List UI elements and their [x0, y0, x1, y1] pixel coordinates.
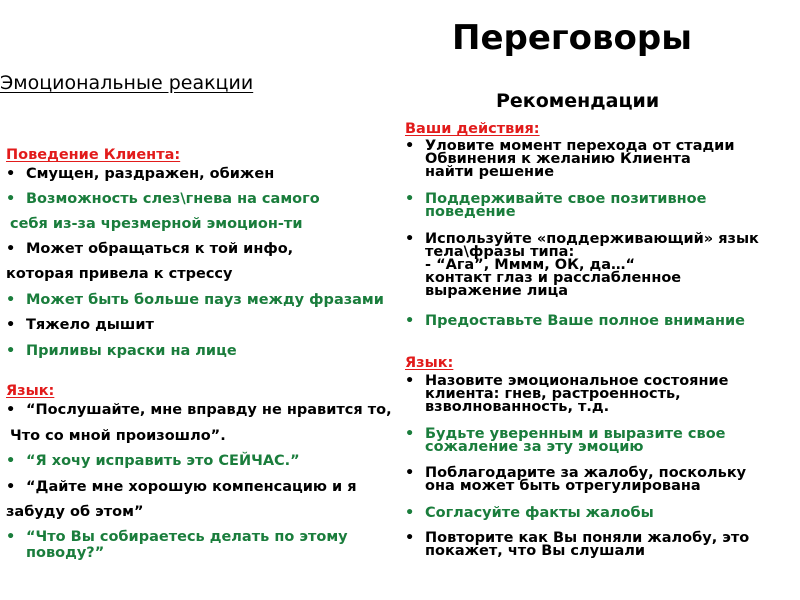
right-language-item-text: клиента: гнев, растроенность, [425, 386, 681, 402]
right-language-item [425, 545, 645, 558]
action-item-text: выражение лица [425, 283, 569, 299]
right-language-item-text: Повторите как Вы поняли жалобу, это [425, 530, 750, 546]
bullet-icon: • [6, 191, 16, 207]
behavior-item [6, 265, 232, 283]
right-language-item [425, 401, 609, 414]
behavior-item [6, 240, 293, 258]
bullet-icon: • [405, 426, 415, 442]
language-item-text: забуду об этом” [6, 504, 144, 520]
behavior-item [6, 316, 154, 334]
bullet-icon: • [405, 138, 415, 154]
language-item-text: “Что Вы собираетесь делать по этому [26, 529, 348, 545]
language-item [26, 544, 104, 562]
language-item [6, 452, 300, 470]
bullet-icon: • [405, 191, 415, 207]
action-item-text: Предоставьте Ваше полное внимание [425, 313, 746, 329]
left-heading: Эмоциональные реакции [0, 72, 254, 94]
right-language-item-text: покажет, что Вы слушали [425, 543, 646, 559]
bullet-icon: • [405, 231, 415, 247]
bullet-icon: • [405, 505, 415, 521]
right-language-item-text: взволнованность, т.д. [425, 399, 610, 415]
language-item-text: “Дайте мне хорошую компенсацию и я [26, 479, 357, 495]
right-language-item-text: сожаление за эту эмоцию [425, 439, 644, 455]
right-language-item-text: Поблагодарите за жалобу, поскольку [425, 465, 747, 481]
language-item-text: поводу?” [26, 545, 105, 561]
behavior-item-text: которая привела к стрессу [6, 266, 233, 282]
bullet-icon: • [6, 479, 16, 495]
bullet-icon: • [405, 313, 415, 329]
language-item [6, 478, 357, 496]
bullet-icon: • [6, 453, 16, 469]
right-language-item [405, 507, 654, 520]
right-language-item-text: Будьте уверенным и выразите свое [425, 426, 726, 442]
behavior-item [6, 190, 320, 208]
language-item [6, 503, 143, 521]
language-item-text: Что со мной произошло”. [10, 428, 226, 444]
language-item [10, 427, 226, 445]
behavior-item-text: Может обращаться к той инфо, [26, 241, 294, 257]
bullet-icon: • [405, 530, 415, 546]
actions-label: Ваши действия: [405, 121, 540, 137]
right-language-label: Язык: [405, 355, 454, 371]
action-item-text: контакт глаз и расслабленное [425, 270, 682, 286]
action-item-text: поведение [425, 204, 516, 220]
page-title: Переговоры [452, 18, 692, 58]
behavior-item [6, 342, 237, 360]
behavior-label: Поведение Клиента: [6, 147, 181, 163]
bullet-icon: • [405, 373, 415, 389]
action-item-text: - “Ага”, Мммм, ОК, да…“ [425, 257, 636, 273]
action-item-text: найти решение [425, 164, 555, 180]
behavior-item-text: Смущен, раздражен, обижен [26, 166, 275, 182]
language-item-text: “Послушайте, мне вправду не нравится то, [26, 402, 392, 418]
action-item [425, 285, 568, 298]
action-item-text: тела\фразы типа: [425, 244, 575, 260]
behavior-item-text: Может быть больше пауз между фразами [26, 292, 384, 308]
right-language-item-text: Согласуйте факты жалобы [425, 505, 654, 521]
bullet-icon: • [6, 529, 16, 545]
left-language-label: Язык: [6, 383, 55, 399]
behavior-item-text: Приливы краски на лице [26, 343, 237, 359]
language-item [6, 401, 392, 419]
bullet-icon: • [6, 317, 16, 333]
behavior-item-text: Тяжело дышит [26, 317, 154, 333]
action-item [425, 206, 516, 219]
action-item-text: Уловите момент перехода от стадии [425, 138, 735, 154]
right-language-item-text: она может быть отрегулирована [425, 478, 701, 494]
action-item-text: Обвинения к желанию Клиента [425, 151, 691, 167]
behavior-item [6, 291, 384, 309]
bullet-icon: • [405, 465, 415, 481]
bullet-icon: • [6, 292, 16, 308]
action-item [405, 315, 745, 328]
bullet-icon: • [6, 166, 16, 182]
bullet-icon: • [6, 343, 16, 359]
action-item [425, 166, 554, 179]
language-item-text: “Я хочу исправить это СЕЙЧАС.” [26, 453, 300, 469]
behavior-item [6, 165, 274, 183]
action-item-text: Используйте «поддерживающий» язык [425, 231, 759, 247]
right-language-item-text: Назовите эмоциональное состояние [425, 373, 729, 389]
right-language-item [425, 441, 643, 454]
bullet-icon: • [6, 402, 16, 418]
action-item-text: Поддерживайте свое позитивное [425, 191, 707, 207]
right-heading: Рекомендации [496, 90, 660, 112]
behavior-item [10, 215, 303, 233]
bullet-icon: • [6, 241, 16, 257]
right-language-item [425, 480, 701, 493]
behavior-item-text: Возможность слез\гнева на самого [26, 191, 320, 207]
behavior-item-text: себя из-за чрезмерной эмоцион-ти [10, 216, 303, 232]
